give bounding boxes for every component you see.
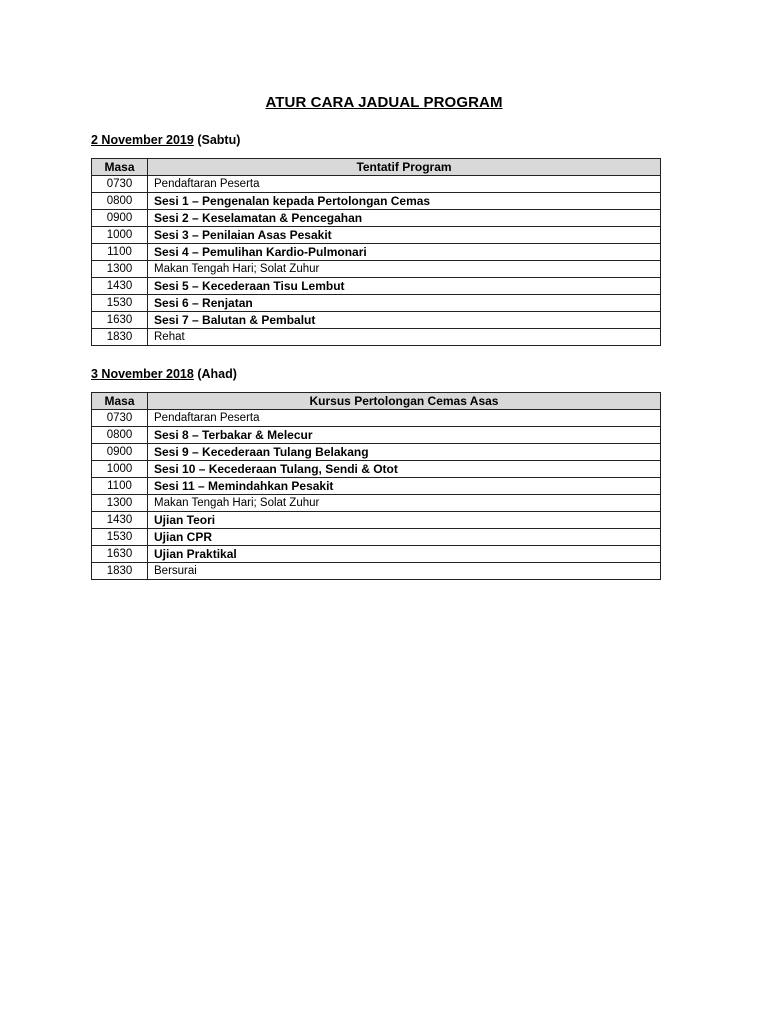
time-cell: 1530 xyxy=(92,295,148,312)
schedule-table-day-2 xyxy=(91,392,661,580)
program-cell: Sesi 1 – Pengenalan kepada Pertolongan Cemas xyxy=(148,193,661,210)
program-cell: Sesi 4 – Pemulihan Kardio-Pulmonari xyxy=(148,244,661,261)
program-cell: Pendaftaran Peserta xyxy=(148,176,661,193)
table-row xyxy=(92,478,661,495)
table-row xyxy=(92,495,661,512)
program-cell: Sesi 7 – Balutan & Pembalut xyxy=(148,312,661,329)
time-cell: 1430 xyxy=(92,278,148,295)
table-row xyxy=(92,529,661,546)
table-row xyxy=(92,444,661,461)
program-cell: Ujian CPR xyxy=(148,529,661,546)
program-cell: Sesi 10 – Kecederaan Tulang, Sendi & Otot xyxy=(148,461,661,478)
time-cell: 1100 xyxy=(92,478,148,495)
program-cell: Rehat xyxy=(148,329,661,346)
day-date: 3 November 2018 xyxy=(91,367,194,381)
time-cell: 1430 xyxy=(92,512,148,529)
time-cell: 0730 xyxy=(92,176,148,193)
program-cell: Sesi 11 – Memindahkan Pesakit xyxy=(148,478,661,495)
time-cell: 1300 xyxy=(92,261,148,278)
page-title: ATUR CARA JADUAL PROGRAM xyxy=(265,94,503,111)
time-cell: 0900 xyxy=(92,210,148,227)
table-row xyxy=(92,176,661,193)
program-cell: Sesi 5 – Kecederaan Tisu Lembut xyxy=(148,278,661,295)
day-heading-1 xyxy=(91,133,240,147)
time-cell: 0900 xyxy=(92,444,148,461)
table-row xyxy=(92,227,661,244)
schedule-body xyxy=(92,410,661,580)
table-row xyxy=(92,461,661,478)
time-cell: 1830 xyxy=(92,563,148,580)
time-cell: 0800 xyxy=(92,427,148,444)
table-row xyxy=(92,546,661,563)
table-row xyxy=(92,244,661,261)
table-row xyxy=(92,261,661,278)
time-cell: 1000 xyxy=(92,461,148,478)
table-row xyxy=(92,427,661,444)
table-header-row xyxy=(92,393,661,410)
table-row xyxy=(92,312,661,329)
program-cell: Makan Tengah Hari; Solat Zuhur xyxy=(148,495,661,512)
day-name: (Ahad) xyxy=(193,367,237,381)
program-cell: Sesi 6 – Renjatan xyxy=(148,295,661,312)
column-header-program: Tentatif Program xyxy=(148,159,661,176)
program-cell: Sesi 8 – Terbakar & Melecur xyxy=(148,427,661,444)
table-header-row xyxy=(92,159,661,176)
day-name: (Sabtu) xyxy=(193,133,241,147)
table-row xyxy=(92,410,661,427)
program-cell: Sesi 9 – Kecederaan Tulang Belakang xyxy=(148,444,661,461)
time-cell: 1100 xyxy=(92,244,148,261)
table-row xyxy=(92,563,661,580)
program-cell: Sesi 3 – Penilaian Asas Pesakit xyxy=(148,227,661,244)
table-row xyxy=(92,278,661,295)
time-cell: 1630 xyxy=(92,312,148,329)
program-cell: Ujian Teori xyxy=(148,512,661,529)
schedule-table-day-1 xyxy=(91,158,661,346)
program-cell: Ujian Praktikal xyxy=(148,546,661,563)
time-cell: 1530 xyxy=(92,529,148,546)
program-cell: Sesi 2 – Keselamatan & Pencegahan xyxy=(148,210,661,227)
day-heading-2 xyxy=(91,367,237,381)
time-cell: 0730 xyxy=(92,410,148,427)
table-row xyxy=(92,512,661,529)
column-header-time: Masa xyxy=(92,159,148,176)
column-header-program: Kursus Pertolongan Cemas Asas xyxy=(148,393,661,410)
schedule-body xyxy=(92,176,661,346)
program-cell: Makan Tengah Hari; Solat Zuhur xyxy=(148,261,661,278)
table-row xyxy=(92,295,661,312)
time-cell: 0800 xyxy=(92,193,148,210)
time-cell: 1830 xyxy=(92,329,148,346)
time-cell: 1300 xyxy=(92,495,148,512)
table-row xyxy=(92,329,661,346)
table-row xyxy=(92,210,661,227)
column-header-time: Masa xyxy=(92,393,148,410)
time-cell: 1630 xyxy=(92,546,148,563)
table-row xyxy=(92,193,661,210)
program-cell: Bersurai xyxy=(148,563,661,580)
day-date: 2 November 2019 xyxy=(91,133,194,147)
program-cell: Pendaftaran Peserta xyxy=(148,410,661,427)
time-cell: 1000 xyxy=(92,227,148,244)
